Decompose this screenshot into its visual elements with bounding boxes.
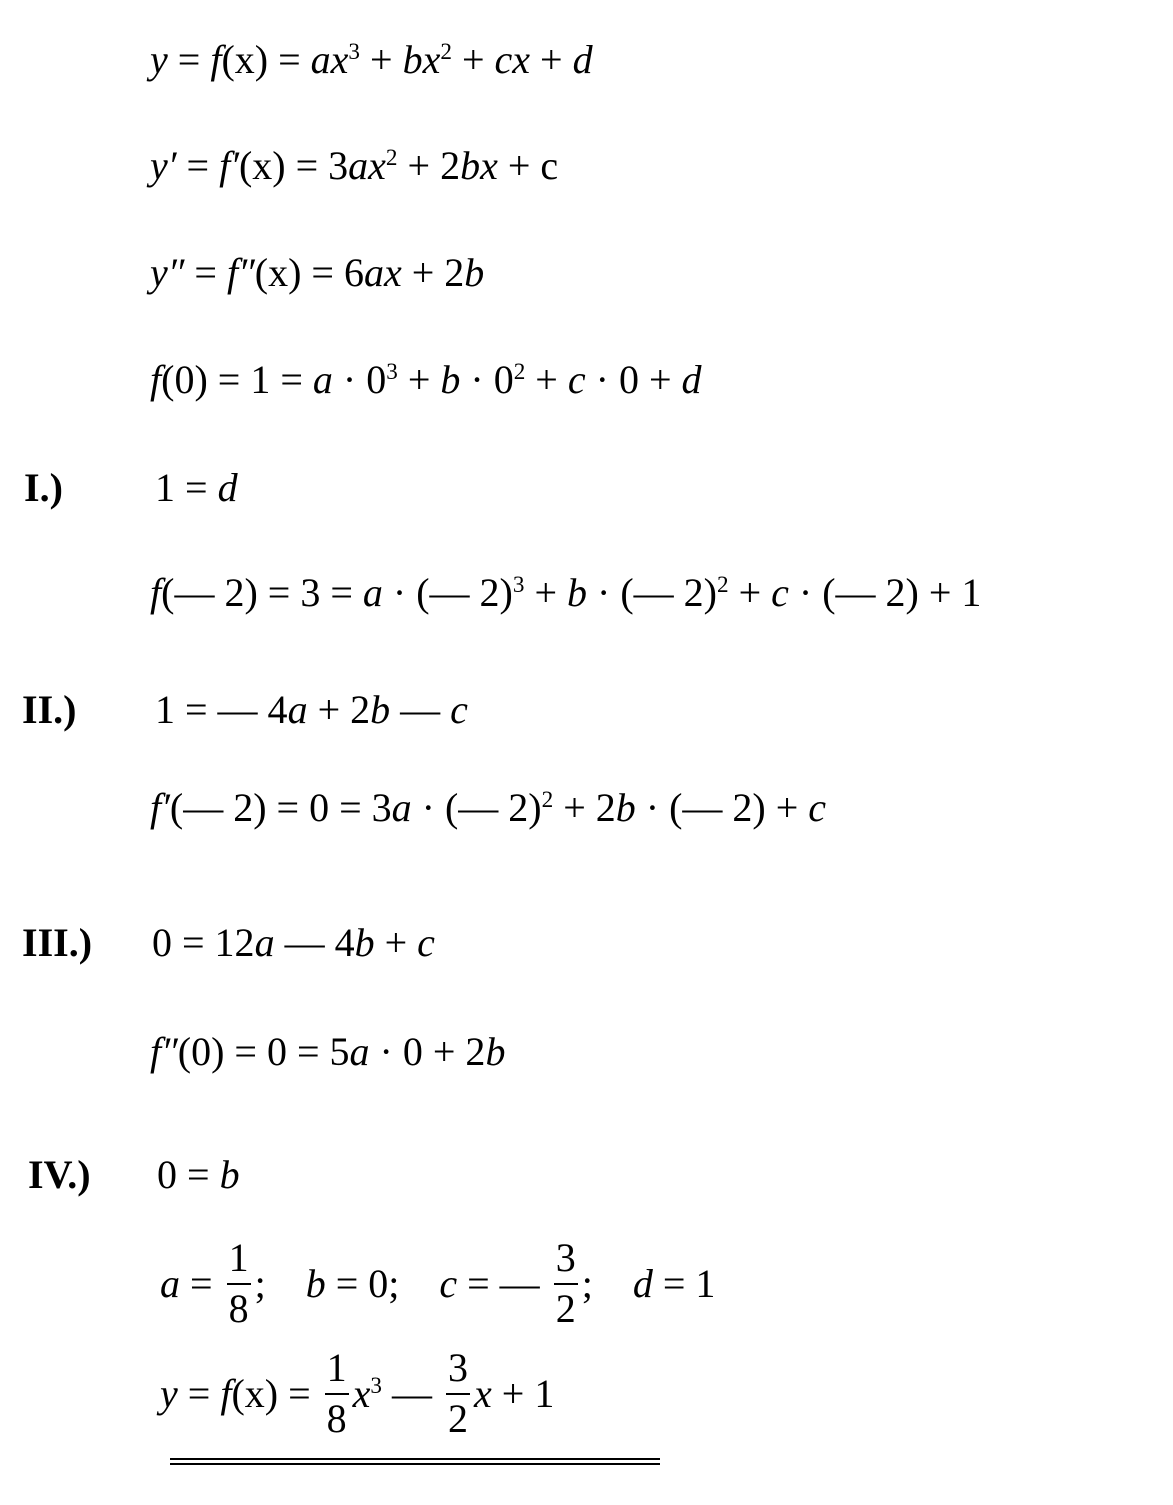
text: = — [457, 1260, 550, 1306]
var-d: d [632, 1260, 653, 1306]
var-b: b [219, 1152, 240, 1197]
text: = 0; [325, 1260, 400, 1306]
var-a: a [349, 1029, 370, 1074]
text: · (— 2) + 1 [788, 570, 982, 615]
text: = [184, 250, 227, 295]
var-b: b [370, 687, 391, 732]
var-f-prime: f′ [150, 785, 170, 830]
var-d: d [572, 37, 593, 82]
equation-f-prime-of-minus-two [150, 785, 827, 830]
var-y: y [160, 1370, 178, 1416]
denominator: 8 [326, 1395, 347, 1441]
text: + [728, 570, 772, 615]
var-f-double-prime: f″ [226, 250, 255, 295]
exponent: 3 [348, 38, 361, 65]
text: (— 2) = 0 = 3 [169, 785, 392, 830]
text: · (— 2) [411, 785, 542, 830]
text: (0) = 1 = [161, 357, 313, 402]
text: 1 = — 4 [155, 687, 288, 732]
term-ax: ax [310, 37, 349, 82]
text: + 1 [491, 1370, 555, 1416]
text: = [176, 143, 220, 188]
text: · 0 [460, 357, 514, 402]
exponent: 2 [541, 786, 554, 813]
numerator: 3 [554, 1236, 578, 1285]
equation-first-derivative [150, 143, 559, 188]
var-y-double-prime: y″ [150, 250, 185, 295]
text: — [382, 1370, 443, 1416]
text: = [177, 1370, 221, 1416]
term-cx: cx [494, 37, 531, 82]
text: (x) = 6 [254, 250, 364, 295]
var-a: a [391, 785, 412, 830]
term-bx: bx [460, 143, 498, 188]
text: + [360, 37, 403, 82]
var-f: f [150, 570, 162, 615]
term-ax: ax [363, 250, 402, 295]
exponent: 2 [513, 358, 526, 385]
label-equation-i: I.) [24, 465, 63, 510]
text: ; [581, 1260, 593, 1306]
coefficient-results [160, 1235, 716, 1336]
equation-i [155, 465, 238, 510]
var-y-prime: y′ [150, 143, 177, 188]
equation-iv [157, 1152, 240, 1197]
var-x: x [474, 1370, 492, 1416]
text: · 0 + 2 [369, 1029, 486, 1074]
text: 0 = 12 [152, 920, 255, 965]
label-equation-ii: II.) [22, 687, 77, 732]
text: + 2 [401, 250, 465, 295]
var-c: c [450, 687, 468, 732]
text: + 2 [397, 143, 461, 188]
var-f-prime: f′ [219, 143, 239, 188]
equation-cubic-function [150, 37, 593, 82]
text: 0 = [157, 1152, 220, 1197]
var-b: b [440, 357, 461, 402]
final-function [160, 1345, 555, 1446]
fraction-three-halves [554, 1236, 578, 1332]
var-a: a [362, 570, 383, 615]
text: + [374, 920, 418, 965]
equation-iii [152, 920, 435, 965]
var-d: d [681, 357, 702, 402]
term-bx: bx [402, 37, 441, 82]
text: (x) = 3 [238, 143, 349, 188]
var-y: y [150, 37, 168, 82]
var-f: f [150, 357, 162, 402]
var-x: x [352, 1370, 371, 1416]
var-b: b [485, 1029, 506, 1074]
equation-f-of-zero [150, 357, 702, 402]
exponent: 2 [716, 571, 729, 598]
exponent: 2 [385, 144, 398, 171]
var-c: c [771, 570, 789, 615]
text: · 0 + [585, 357, 682, 402]
text: 1 = [155, 465, 218, 510]
result-double-underline [170, 1458, 660, 1465]
var-c: c [567, 357, 586, 402]
text: (x) = [231, 1370, 321, 1416]
text: · 0 [332, 357, 387, 402]
equation-f-double-prime-of-zero [150, 1029, 506, 1074]
var-b: b [567, 570, 588, 615]
text: (— 2) = 3 = [161, 570, 363, 615]
fraction-one-eighth [227, 1236, 251, 1332]
var-f-double-prime: f″ [150, 1029, 178, 1074]
text: ; [254, 1260, 266, 1306]
label-equation-iii: III.) [22, 920, 93, 965]
var-c: c [439, 1260, 458, 1306]
fraction-one-eighth [325, 1346, 349, 1442]
text: · (— 2) [382, 570, 513, 615]
denominator: 8 [228, 1285, 249, 1331]
numerator: 3 [446, 1346, 470, 1395]
equation-f-of-minus-two [150, 570, 982, 615]
text: — 4 [274, 920, 355, 965]
var-a: a [160, 1260, 180, 1306]
exponent: 3 [386, 358, 398, 385]
var-f: f [220, 1370, 232, 1416]
var-c: c [808, 785, 827, 830]
equation-second-derivative [150, 250, 485, 295]
fraction-three-halves [446, 1346, 470, 1442]
exponent: 2 [440, 38, 452, 65]
numerator: 1 [325, 1346, 349, 1395]
numerator: 1 [227, 1236, 251, 1285]
var-a: a [287, 687, 308, 732]
text: + [397, 357, 441, 402]
text: = [167, 37, 211, 82]
equation-ii [155, 687, 468, 732]
text: — [390, 687, 451, 732]
label-equation-iv: IV.) [28, 1152, 91, 1197]
text: · (— 2) + [635, 785, 809, 830]
var-b: b [354, 920, 375, 965]
text: + c [497, 143, 559, 188]
text: + 2 [307, 687, 371, 732]
var-a: a [254, 920, 275, 965]
text: = 1 [652, 1260, 716, 1306]
term-ax: ax [348, 143, 386, 188]
text: + [530, 37, 573, 82]
text: + [525, 357, 568, 402]
var-d: d [217, 465, 238, 510]
var-c: c [417, 920, 435, 965]
text: + [524, 570, 568, 615]
var-b: b [305, 1260, 326, 1306]
exponent: 3 [370, 1372, 383, 1399]
text: + 2 [553, 785, 616, 830]
text: · (— 2) [587, 570, 717, 615]
exponent: 3 [512, 571, 525, 598]
denominator: 2 [555, 1285, 576, 1331]
denominator: 2 [448, 1395, 469, 1441]
text: + [451, 37, 495, 82]
var-f: f [210, 37, 222, 82]
var-a: a [312, 357, 333, 402]
text: (x) = [221, 37, 311, 82]
text: = [180, 1260, 223, 1306]
var-b: b [464, 250, 485, 295]
text: (0) = 0 = 5 [177, 1029, 350, 1074]
var-b: b [615, 785, 636, 830]
